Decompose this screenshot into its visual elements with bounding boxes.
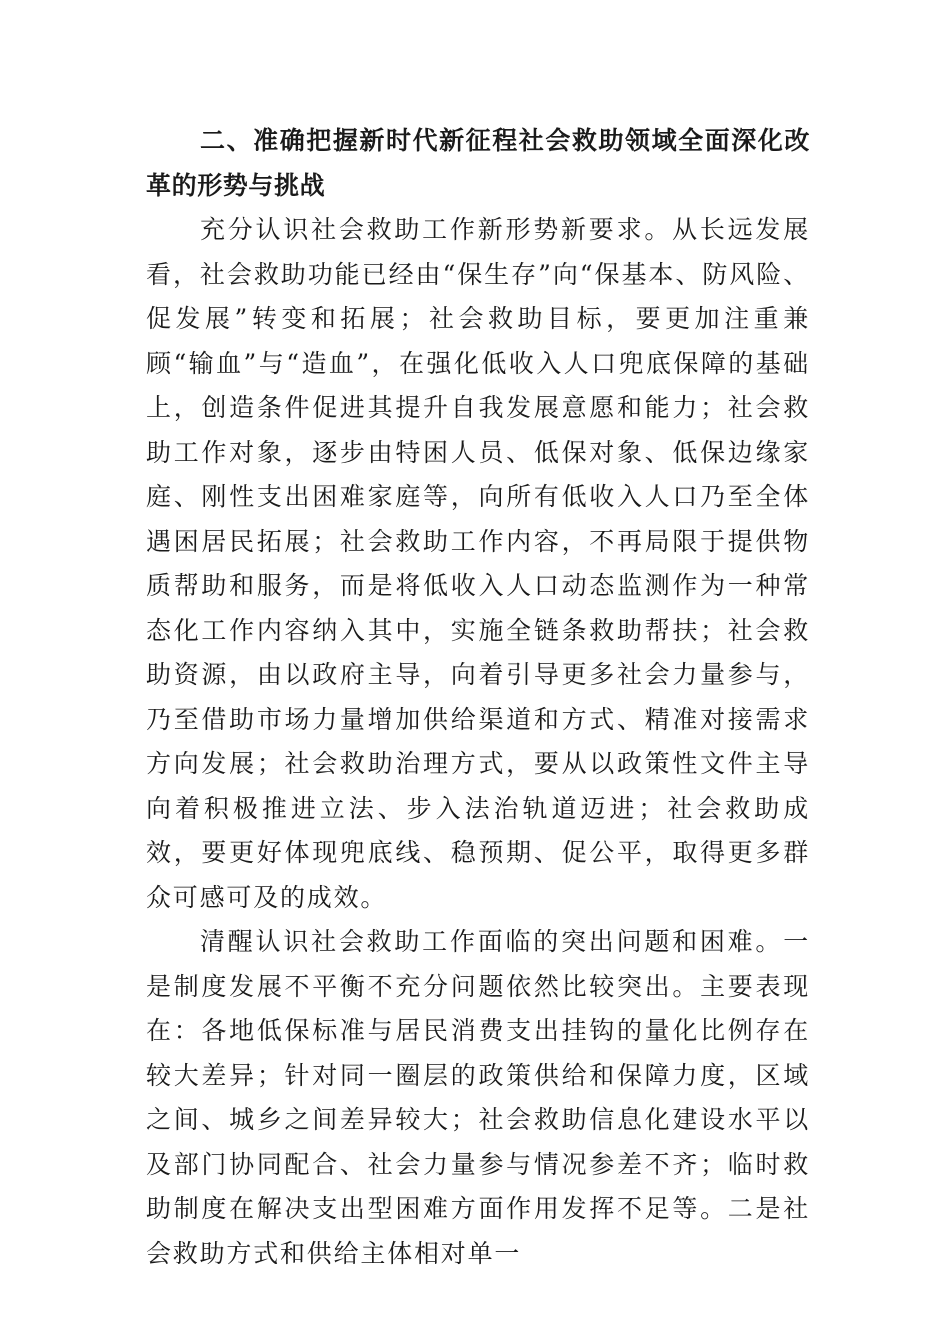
paragraph-problems: 清醒认识社会救助工作面临的突出问题和困难。一是制度发展不平衡不充分问题依然比较突出。主要表现在：各地低保标准与居民消费支出挂钩的量化比例存在较大差异；针对同一圈层的政策供给和保障力度，区域之间、城乡之间差异较大；社会救助信息化建设水平以及部门协同配合、社会力量参与情况参差不齐；临时救助制度在解决支出型困难方面作用发挥不足等。二是社会救助方式和供给主体相对单一 <box>146 927 810 1268</box>
document-body <box>146 118 810 1276</box>
section-heading: 二、准确把握新时代新征程社会救助领域全面深化改革的形势与挑战 <box>146 126 810 200</box>
paragraph-new-situation: 充分认识社会救助工作新形势新要求。从长远发展看，社会救助功能已经由“保生存”向“保基本、防风险、促发展”转变和拓展；社会救助目标，要更加注重兼顾“输血”与“造血”，在强化低收入人口兜底保障的基础上，创造条件促进其提升自我发展意愿和能力；社会救助工作对象，逐步由特困人员、低保对象、低保边缘家庭、刚性支出困难家庭等，向所有低收入人口乃至全体遇困居民拓展；社会救助工作内容，不再局限于提供物质帮助和服务，而是将低收入人口动态监测作为一种常态化工作内容纳入其中，实施全链条救助帮扶；社会救助资源，由以政府主导，向着引导更多社会力量参与，乃至借助市场力量增加供给渠道和方式、精准对接需求方向发展；社会救助治理方式，要从以政策性文件主导向着积极推进立法、步入法治轨道迈进；社会救助成效，要更好体现兜底线、稳预期、促公平，取得更多群众可感可及的成效。 <box>146 215 810 912</box>
